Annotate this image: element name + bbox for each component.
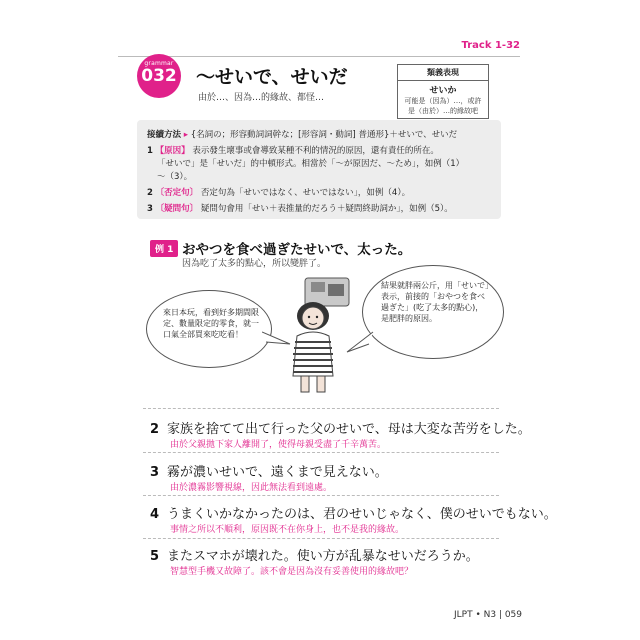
grammar-title: 〜せいで、せいだ bbox=[196, 66, 348, 88]
usage-3-text: 疑問句會用「せい＋表推量的だろう＋疑問終助詞か」，如例（5）。 bbox=[200, 204, 453, 214]
section-divider bbox=[143, 408, 499, 409]
example-5-text: またスマホが壊れた。使い方が乱暴なせいだろうか。 bbox=[167, 549, 479, 564]
similar-desc-1: 可能是（因為）…，或許 bbox=[404, 97, 482, 105]
usage-row-1 bbox=[147, 144, 439, 156]
usage-1-text: 表示發生壞事或會導致某種不利的情況的原因，還有責任的所在。 bbox=[192, 146, 439, 156]
triangle-icon: ▸ bbox=[183, 130, 188, 140]
connect-label: 接續方法 bbox=[147, 130, 182, 140]
similar-expression-box bbox=[397, 64, 489, 119]
example-5-translation: 智慧型手機又故障了。該不會是因為沒有妥善使用的緣故吧？ bbox=[170, 567, 414, 577]
similar-header: 類義表現 bbox=[398, 65, 488, 81]
example-5-num: 5 bbox=[150, 549, 160, 564]
example-3-translation: 由於濃霧影響視線，因此無法看到遠處。 bbox=[170, 483, 333, 493]
example-divider bbox=[143, 538, 499, 539]
speech-bubble-left-text: 來日本玩，看到好多期間限定、數量限定的零食，就一口氣全部買來吃吃看！ bbox=[163, 308, 259, 339]
usage-3-num: 3 bbox=[147, 204, 153, 214]
grammar-subtitle: 由於…、因為…的緣故、都怪… bbox=[198, 93, 325, 103]
example-4-text: うまくいかなかったのは、君のせいじゃなく、僕のせいでもない。 bbox=[167, 507, 557, 522]
example-divider bbox=[143, 452, 499, 453]
similar-word: せいか bbox=[429, 86, 457, 96]
usage-3-tag: 〔疑問句〕 bbox=[155, 204, 199, 214]
grammar-badge bbox=[137, 54, 181, 98]
example-4-translation: 事情之所以不順利，原因既不在你身上，也不是我的緣故。 bbox=[170, 525, 405, 535]
track-label: Track 1-32 bbox=[461, 40, 520, 51]
grammar-explanation-box bbox=[137, 120, 501, 219]
usage-2-text: 否定句為「せいではなく、せいではない」，如例（4）。 bbox=[200, 188, 411, 198]
example-divider bbox=[143, 495, 499, 496]
badge-label: grammar bbox=[144, 60, 174, 67]
example-3-text: 霧が濃いせいで、遠くまで見えない。 bbox=[167, 465, 388, 480]
speech-bubble-right bbox=[362, 265, 504, 359]
example-1-tag-wrap bbox=[150, 238, 178, 257]
top-rule bbox=[118, 56, 520, 57]
connect-text: {名詞の；形容動詞詞幹な；[形容詞・動詞] 普通形}＋せいで、せいだ bbox=[190, 130, 458, 140]
example-1-japanese: おやつを食べ過ぎたせいで、太った。 bbox=[182, 242, 412, 258]
usage-1-tag: 【原因】 bbox=[155, 146, 190, 156]
example-2-num: 2 bbox=[150, 422, 160, 437]
usage-row-2 bbox=[147, 186, 410, 198]
page-footer: JLPT • N3 | 059 bbox=[453, 610, 522, 620]
speech-bubble-left bbox=[146, 290, 272, 368]
usage-1-text-3: 〜（3）。 bbox=[157, 172, 193, 182]
example-4-japanese bbox=[150, 503, 557, 522]
usage-2-num: 2 bbox=[147, 188, 153, 198]
example-3-num: 3 bbox=[150, 465, 160, 480]
example-4-num: 4 bbox=[150, 507, 160, 522]
usage-row-3 bbox=[147, 202, 453, 214]
usage-1-text-2: 「せいで」是「せいだ」的中頓形式。相當於「〜が原因だ、〜ため」，如例（1） bbox=[157, 159, 465, 169]
badge-number: 032 bbox=[141, 66, 177, 86]
usage-1-num: 1 bbox=[147, 146, 153, 156]
example-1-tag: 例 1 bbox=[150, 240, 178, 257]
example-2-text: 家族を捨てて出て行った父のせいで、母は大変な苦労をした。 bbox=[167, 422, 531, 437]
example-2-japanese bbox=[150, 418, 531, 437]
speech-bubble-right-text: 結果就胖兩公斤，用「せいで」表示，前接的「おやつを食べ過ぎた」(吃了太多的點心)，是肥胖的原因。 bbox=[381, 281, 489, 323]
similar-desc-2: 是（由於）…的緣故吧 bbox=[408, 107, 478, 115]
example-5-japanese bbox=[150, 545, 479, 564]
connect-row bbox=[147, 128, 457, 140]
example-3-japanese bbox=[150, 461, 388, 480]
example-2-translation: 由於父親拋下家人離開了，使得母親受盡了千辛萬苦。 bbox=[170, 440, 387, 450]
example-1-translation: 因為吃了太多的點心，所以變胖了。 bbox=[182, 259, 327, 269]
girl-illustration bbox=[275, 272, 365, 398]
usage-2-tag: 〔否定句〕 bbox=[155, 188, 199, 198]
